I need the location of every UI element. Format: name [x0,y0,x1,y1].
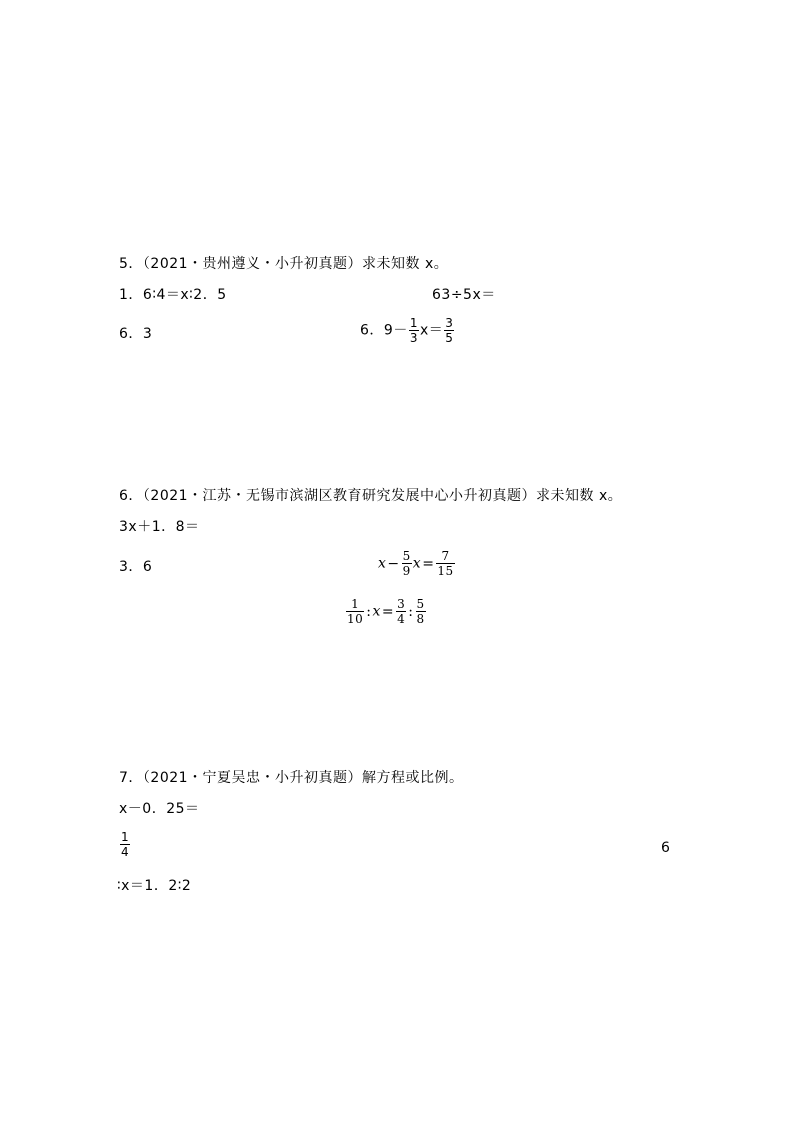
fraction-numerator: 5 [402,549,411,563]
q5-equation-1: 1．6∶4＝x∶2．5 [119,287,227,303]
q7-equation-1: x－0．25＝ [119,801,200,817]
q6-eq3-fraction-2 [396,597,406,626]
colon: : [408,603,414,620]
q5-eq3-fraction-2 [444,316,454,345]
q6-equation-1-continuation: 3．6 [119,559,153,575]
q5-eq3-prefix: 6．9－ [360,322,408,339]
fraction-numerator: 1 [409,316,418,330]
fraction-denominator: 10 [347,612,364,626]
q6-equation-3 [345,597,427,626]
q6-eq2-fraction-2 [436,549,454,578]
fraction-denominator: 5 [445,331,454,345]
fraction-denominator: 4 [397,612,406,626]
variable-x: x [378,555,387,572]
minus-sign: − [387,555,400,572]
fraction-denominator: 8 [416,612,425,626]
fraction-numerator: 3 [397,597,406,611]
q6-equation-1: 3x＋1．8＝ [119,519,200,535]
fraction-numerator: 7 [441,549,450,563]
q6-title: 6．（2021・江苏・无锡市滨湖区教育研究发展中心小升初真题）求未知数 x。 [119,488,623,504]
q6-eq2-fraction-1 [402,549,412,578]
fraction-denominator: 9 [402,564,411,578]
q5-equation-2-continuation: 6．3 [119,326,153,342]
q7-equation-1-fraction [119,830,131,859]
q6-equation-2 [378,549,456,578]
q5-equation-2: 63÷5x＝ [432,287,496,303]
q5-eq3-mid: x＝ [419,322,444,339]
fraction-denominator: 15 [437,564,454,578]
q5-title: 5．（2021・贵州遵义・小升初真题）求未知数 x。 [119,256,449,272]
q7-title: 7．（2021・宁夏吴忠・小升初真题）解方程或比例。 [119,770,464,786]
q7-equation-2: 6 [661,840,671,856]
q6-eq3-fraction-3 [416,597,426,626]
fraction-numerator: 5 [416,597,425,611]
q5-equation-3 [360,316,455,345]
fraction-numerator: 3 [445,316,454,330]
q7-equation-2-continuation: ∶x＝1．2∶2 [117,878,192,894]
q5-eq3-fraction-1 [409,316,419,345]
colon: : [366,603,372,620]
equals-sign: = [422,555,435,572]
fraction-denominator: 4 [121,845,130,859]
variable-x: x [372,603,381,620]
q7-eq1-fraction [120,830,130,859]
fraction-numerator: 1 [121,830,130,844]
fraction-denominator: 3 [409,331,418,345]
q6-eq3-fraction-1 [346,597,364,626]
fraction-numerator: 1 [351,597,360,611]
equals-sign: = [381,603,395,620]
variable-x: x [412,555,422,572]
